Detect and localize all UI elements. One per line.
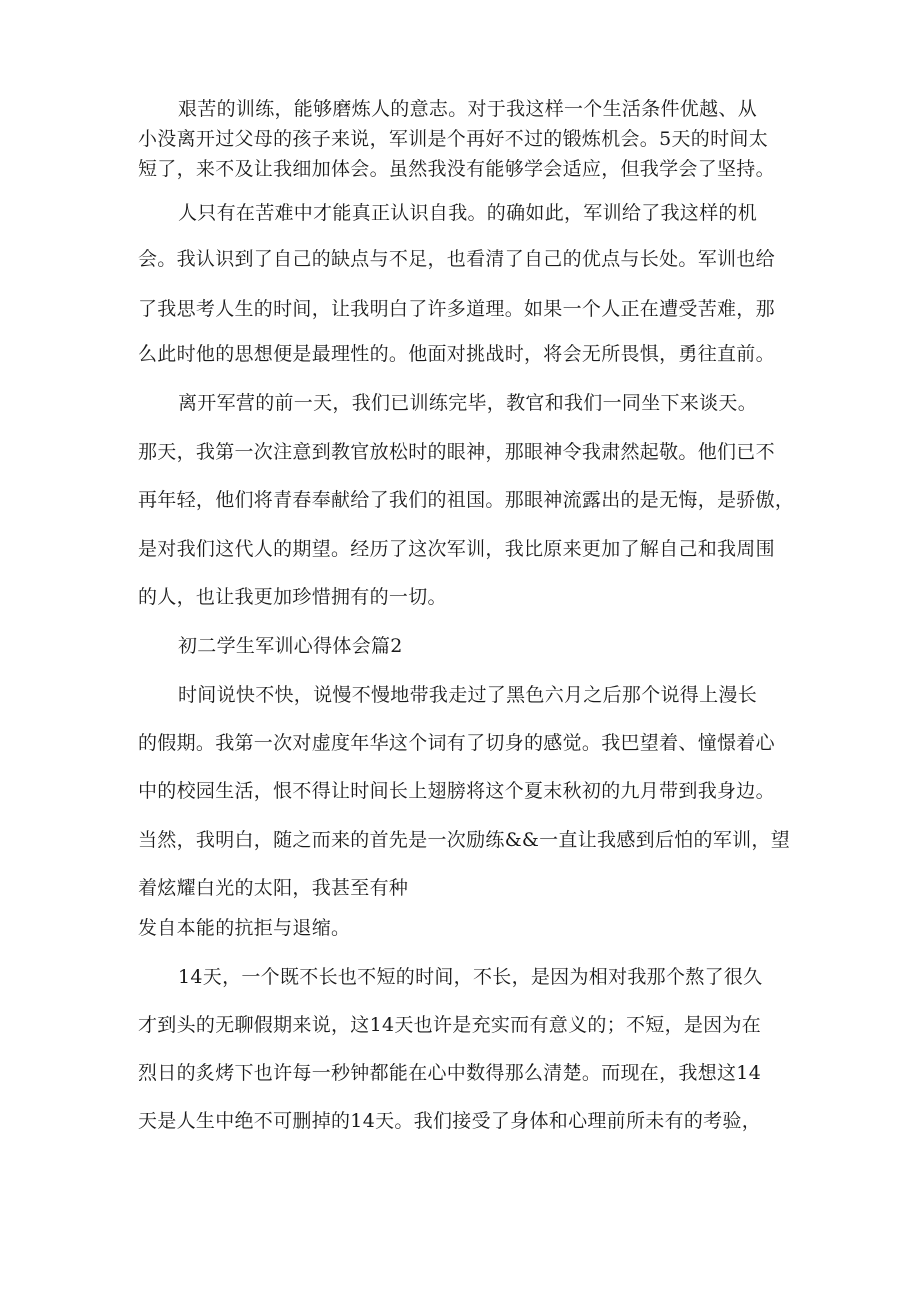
- text-line: 当然，我明白，随之而来的首先是一次励练&&一直让我感到后怕的军训，望: [138, 829, 791, 851]
- text-line: 小没离开过父母的孩子来说，军训是个再好不过的锻炼机会。5天的时间太: [138, 128, 768, 150]
- text-line: 14天，一个既不长也不短的时间，不长，是因为相对我那个熬了很久: [178, 966, 763, 988]
- text-line: 人只有在苦难中才能真正认识自我。的确如此，军训给了我这样的机: [178, 202, 758, 224]
- section-heading: 初二学生军训心得体会篇2: [178, 635, 403, 657]
- text-line: 着炫耀白光的太阳，我甚至有种: [138, 877, 409, 899]
- text-line: 么此时他的思想便是最理性的。他面对挑战时，将会无所畏惧，勇往直前。: [138, 343, 775, 365]
- text-line: 中的校园生活，恨不得让时间长上翅膀将这个夏末秋初的九月带到我身边。: [138, 780, 775, 802]
- text-line: 时间说快不快，说慢不慢地带我走过了黑色六月之后那个说得上漫长: [178, 684, 758, 706]
- text-line: 天是人生中绝不可删掉的14天。我们接受了身体和心理前所未有的考验，: [138, 1110, 762, 1132]
- text-line: 会。我认识到了自己的缺点与不足，也看清了自己的优点与长处。军训也给: [138, 248, 775, 270]
- text-line: 的人，也让我更加珍惜拥有的一切。: [138, 586, 447, 608]
- text-line: 烈日的炙烤下也许每一秒钟都能在心中数得那么清楚。而现在，我想这14: [138, 1062, 762, 1084]
- text-line: 短了，来不及让我细加体会。虽然我没有能够学会适应，但我学会了坚持。: [138, 158, 775, 180]
- text-line: 发自本能的抗拒与退缩。: [138, 917, 351, 939]
- text-line: 那天，我第一次注意到教官放松时的眼神，那眼神令我肃然起敬。他们已不: [138, 441, 775, 463]
- text-line: 艰苦的训练，能够磨炼人的意志。对于我这样一个生活条件优越、从: [178, 98, 758, 120]
- text-line: 离开军营的前一天，我们已训练完毕，教官和我们一同坐下来谈天。: [178, 392, 758, 414]
- text-line: 再年轻，他们将青春奉献给了我们的祖国。那眼神流露出的是无悔，是骄傲，: [138, 489, 795, 511]
- text-line: 是对我们这代人的期望。经历了这次军训，我比原来更加了解自己和我周围: [138, 538, 775, 560]
- text-line: 才到头的无聊假期来说，这14天也许是充实而有意义的；不短，是因为在: [138, 1014, 762, 1036]
- text-line: 了我思考人生的时间，让我明白了许多道理。如果一个人正在遭受苦难，那: [138, 298, 775, 320]
- text-line: 的假期。我第一次对虚度年华这个词有了切身的感觉。我巴望着、憧憬着心: [138, 732, 775, 754]
